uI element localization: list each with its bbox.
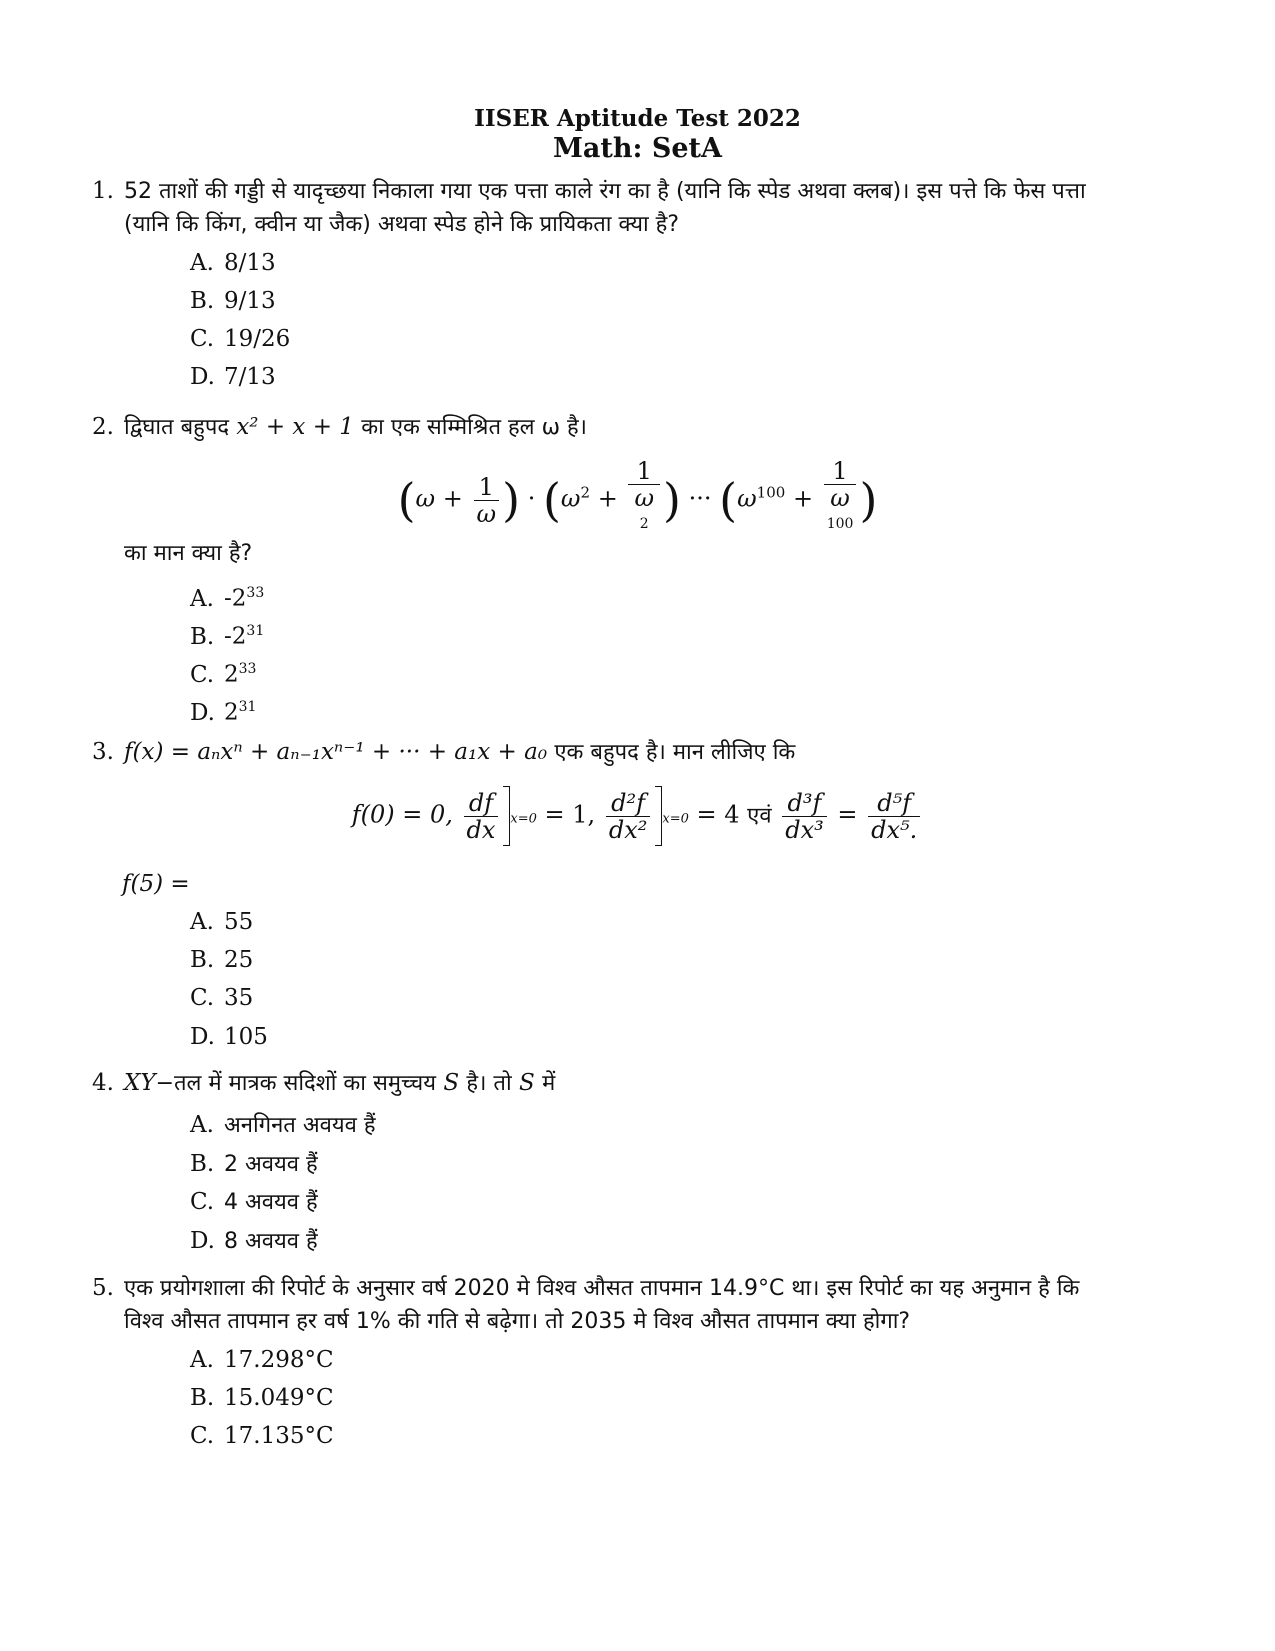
question-1 [92, 175, 1192, 241]
question-2-followup: का मान क्या है? [124, 541, 253, 566]
option-1b [190, 286, 276, 316]
question-text-line: (यानि कि किंग, क्वीन या जैक) अथवा स्पेड होने कि प्रायिकता क्या है? [124, 212, 680, 237]
option-label: A. [190, 250, 214, 276]
fraction: $\frac{1}{\omega}$ [474, 474, 500, 527]
option-4b: B. 2 अवयव हैं [190, 1151, 318, 1177]
question-text-line: विश्व औसत तापमान हर वर्ष 1% की गति से बढ़ेगा। तो 2035 मे विश्व औसत तापमान क्या होगा? [124, 1309, 911, 1334]
question-3 [92, 736, 1192, 769]
paren-close: ) [502, 473, 521, 527]
option-1d [190, 362, 276, 392]
equation-conditions: f(0) = 0, $\frac{df}{dx}$ x=0 = 1, $\frac{\text{d²f}}{\text{dx²}}$ x=0 = 4 एवं $\frac{\text{d³f}}{\text{dx³}}$ = $\frac{\text{d⁵f}}{\text{dx⁵.}}$ [0, 786, 1275, 846]
option-2c: C. $2^{33}$ [190, 661, 257, 688]
question-number: 1. [92, 178, 114, 204]
paren-open: ( [542, 473, 561, 527]
option-label: D. [190, 364, 215, 390]
option-label: B. [190, 288, 215, 314]
option-4a: A. अनगिनत अवयव हैं [190, 1112, 376, 1138]
paren-open: ( [397, 473, 416, 527]
option-4c: C. 4 अवयव हैं [190, 1189, 318, 1215]
paren-close: ) [663, 473, 681, 527]
math-expression: x² + x + 1 [236, 414, 354, 440]
option-value: 8/13 [224, 250, 276, 276]
symbol: + [442, 484, 463, 513]
document-title: IISER Aptitude Test 2022 [474, 105, 801, 132]
option-3c: C. 35 [190, 985, 254, 1011]
question-text: एक बहुपद है। मान लीजिए कि [554, 740, 796, 765]
option-5c: C. 17.135°C [190, 1423, 334, 1449]
equation-product: (ω + $\frac{1}{\omega}$ ) · ($\omega^2$ + 1 ω $^2$ ) ··· ($\omega^{100}$ + 1 ω $^{100}$ ) [0, 458, 1275, 542]
option-3b: B. 25 [190, 947, 254, 973]
question-4: 4. XY−तल में मात्रक सदिशों का समुच्चय S है। तो S में [92, 1067, 1192, 1100]
option-2d: D. $2^{31}$ [190, 699, 257, 726]
option-value: 19/26 [224, 326, 291, 352]
option-5a: A. 17.298°C [190, 1347, 334, 1373]
paren-open: ( [719, 473, 738, 527]
question-3-followup: f(5) = [122, 871, 190, 897]
fraction: $\frac{df}{dx}$ [464, 790, 499, 843]
question-text-line: 52 ताशों की गड्डी से यादृच्छया निकाला गया एक पत्ता काले रंग का है (यानि कि स्पेड अथवा क्लब)। इस पत्ते कि फेस पत्ता [124, 179, 1086, 204]
option-4d: D. 8 अवयव हैं [190, 1228, 318, 1254]
question-5 [92, 1272, 1192, 1338]
fraction: $\frac{\text{d⁵f}}{\text{dx⁵.}}$ [868, 790, 920, 843]
question-number: 4. [92, 1070, 114, 1096]
option-value: 9/13 [224, 288, 276, 314]
question-number: 3. [92, 739, 114, 765]
option-value: 7/13 [224, 364, 276, 390]
question-number: 5. [92, 1275, 114, 1301]
fraction: 1 ω $^2$ [628, 458, 660, 542]
option-2a: A. $-2^{33}$ [190, 585, 265, 612]
option-1a [190, 248, 276, 278]
option-1c [190, 324, 290, 354]
symbol: · [527, 484, 536, 513]
fraction: $\frac{\text{d³f}}{\text{dx³}}$ [782, 790, 827, 843]
paren-close: ) [859, 473, 878, 527]
option-3d: D. 105 [190, 1024, 268, 1050]
option-label: C. [190, 326, 215, 352]
option-3a: A. 55 [190, 909, 254, 935]
question-text: द्विघात बहुपद [124, 415, 230, 440]
question-text-line: एक प्रयोगशाला की रिपोर्ट के अनुसार वर्ष 2020 मे विश्व औसत तापमान 14.9°C था। इस रिपोर्ट का यह अनुमान है कि [124, 1276, 1080, 1301]
fraction: $\frac{\text{d²f}}{\text{dx²}}$ [606, 790, 651, 843]
option-5b: B. 15.049°C [190, 1385, 334, 1411]
option-2b: B. $-2^{31}$ [190, 623, 265, 650]
document-subtitle: Math: SetA [553, 133, 722, 164]
fraction: 1 ω $^{100}$ [824, 458, 857, 542]
question-2 [92, 411, 1192, 444]
math-expression: f(x) = aₙxⁿ + aₙ₋₁xⁿ⁻¹ + ··· + a₁x + a₀ [124, 739, 548, 765]
question-number: 2. [92, 414, 114, 440]
question-text: का एक सम्मिश्रित हल ω है। [361, 415, 588, 440]
symbol: ω [415, 484, 436, 513]
